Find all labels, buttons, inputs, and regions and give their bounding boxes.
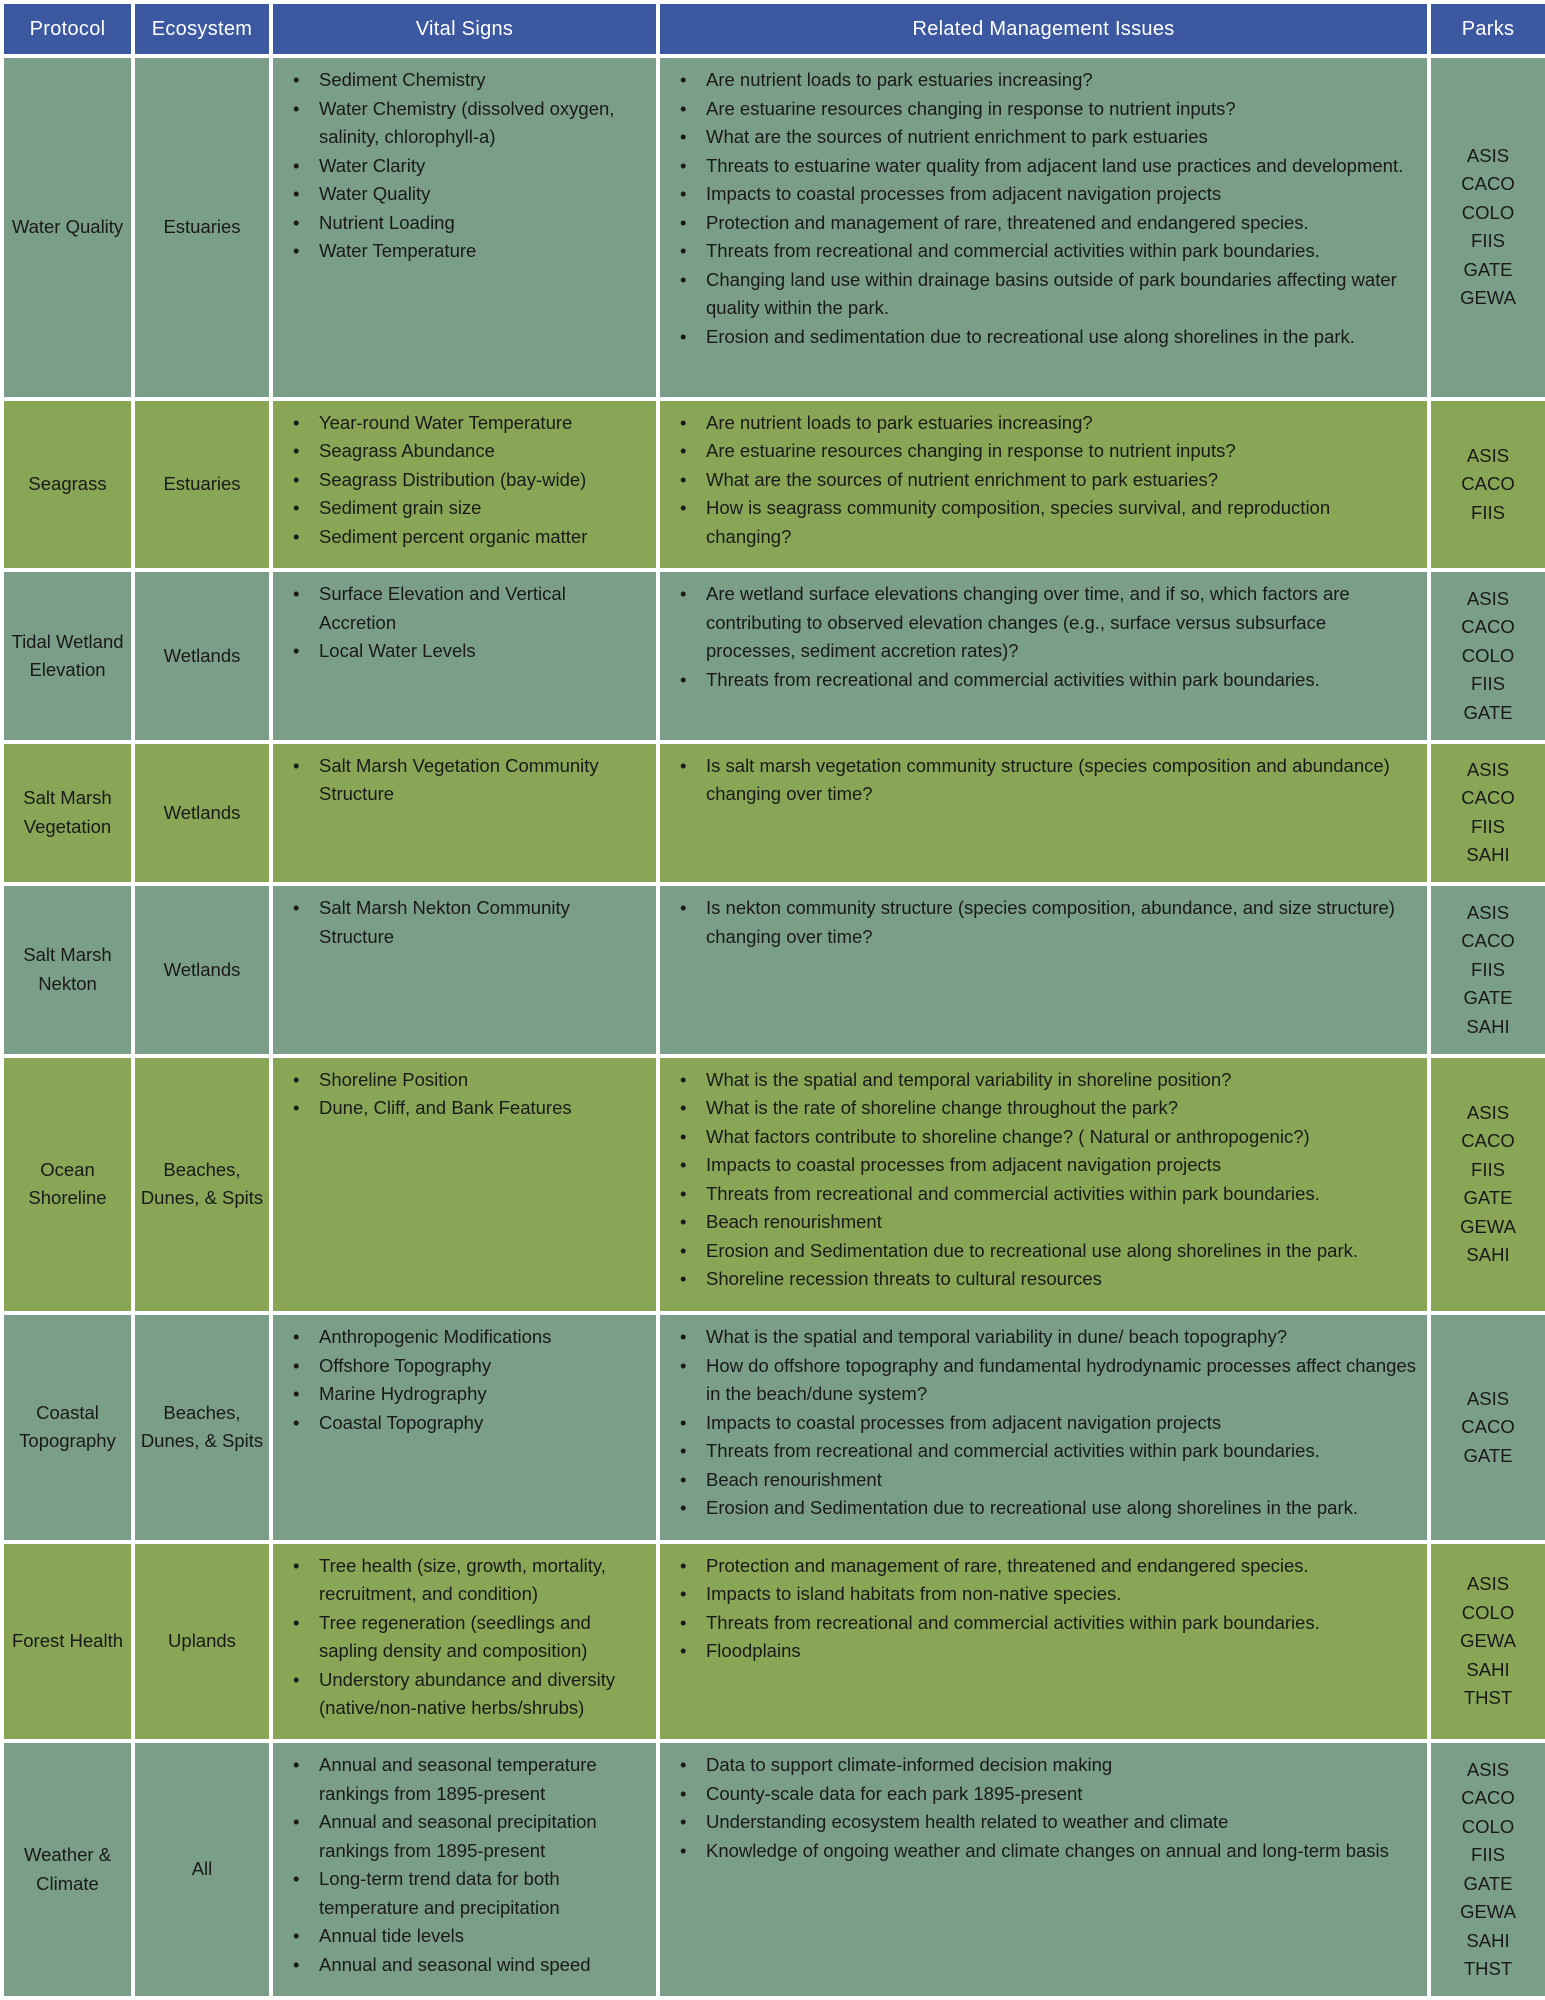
vital-signs-cell (271, 1542, 658, 1742)
parks-cell (1429, 742, 1545, 884)
park-code: COLO (1461, 644, 1515, 666)
protocol-cell: Ocean Shoreline (2, 1056, 133, 1314)
park-code: ASIS (1466, 1101, 1510, 1123)
table-row-tidal-wetland-elevation (2, 570, 1545, 741)
list-item: • Threats to estuarine water quality from adjacent land use practices and development. (706, 152, 1417, 181)
header-ecosystem: Ecosystem (133, 2, 271, 56)
ecosystem-cell: All (133, 1741, 271, 1998)
park-code: ASIS (1466, 1758, 1510, 1780)
list-item: • Is nekton community structure (species composition, abundance, and size structure) changing over time? (706, 894, 1417, 951)
list-item: • Impacts to island habitats from non-native species. (706, 1580, 1417, 1609)
list-item: • Sediment grain size (319, 494, 646, 523)
bullet-list (674, 1751, 1417, 1865)
park-code: GEWA (1460, 1215, 1516, 1237)
list-item: • Shoreline Position (319, 1066, 646, 1095)
bullet-list (287, 66, 646, 266)
bullet-list (674, 409, 1417, 552)
list-item: • Erosion and Sedimentation due to recreational use along shorelines in the park. (706, 1237, 1417, 1266)
park-code: COLO (1461, 1601, 1515, 1623)
list-item: • Are estuarine resources changing in response to nutrient inputs? (706, 437, 1417, 466)
ecosystem-cell: Beaches, Dunes, & Spits (133, 1056, 271, 1314)
park-code: GATE (1463, 1872, 1513, 1894)
park-code: GATE (1463, 258, 1513, 280)
list-item: • Are estuarine resources changing in response to nutrient inputs? (706, 95, 1417, 124)
park-code: SAHI (1466, 1244, 1510, 1266)
park-code: GEWA (1460, 287, 1516, 309)
park-code: CACO (1461, 930, 1515, 952)
list-item: • Seagrass Abundance (319, 437, 646, 466)
table-row-salt-marsh-nekton (2, 884, 1545, 1055)
list-item: • Coastal Topography (319, 1409, 646, 1438)
parks-cell (1429, 56, 1545, 399)
park-code: GATE (1463, 701, 1513, 723)
management-issues-cell (658, 1056, 1429, 1314)
list-item: • Floodplains (706, 1637, 1417, 1666)
protocol-cell: Salt Marsh Nekton (2, 884, 133, 1055)
list-item: • Beach renourishment (706, 1208, 1417, 1237)
ecosystem-cell: Wetlands (133, 884, 271, 1055)
bullet-list (674, 752, 1417, 809)
list-item: • Threats from recreational and commercial activities within park boundaries. (706, 1609, 1417, 1638)
park-code: SAHI (1466, 1929, 1510, 1951)
bullet-list (287, 409, 646, 552)
park-code: CACO (1461, 1130, 1515, 1152)
parks-cell (1429, 1741, 1545, 1998)
park-code: ASIS (1466, 901, 1510, 923)
ecosystem-cell: Estuaries (133, 399, 271, 570)
park-code: ASIS (1466, 587, 1510, 609)
management-issues-cell (658, 884, 1429, 1055)
vital-signs-cell (271, 570, 658, 741)
management-issues-cell (658, 570, 1429, 741)
protocol-cell: Coastal Topography (2, 1313, 133, 1542)
list-item: • Sediment percent organic matter (319, 523, 646, 552)
bullet-list (674, 894, 1417, 951)
park-code: COLO (1461, 1815, 1515, 1837)
list-item: • Understory abundance and diversity (native/non-native herbs/shrubs) (319, 1666, 646, 1723)
list-item: • Impacts to coastal processes from adjacent navigation projects (706, 180, 1417, 209)
list-item: • What is the rate of shoreline change throughout the park? (706, 1094, 1417, 1123)
bullet-list (674, 580, 1417, 694)
list-item: • Annual and seasonal precipitation rankings from 1895-present (319, 1808, 646, 1865)
park-code: ASIS (1466, 758, 1510, 780)
park-code: CACO (1461, 1416, 1515, 1438)
park-code: CACO (1461, 473, 1515, 495)
list-item: • Nutrient Loading (319, 209, 646, 238)
park-code: ASIS (1466, 444, 1510, 466)
list-item: • Threats from recreational and commercial activities within park boundaries. (706, 1180, 1417, 1209)
list-item: • Local Water Levels (319, 637, 646, 666)
management-issues-cell (658, 399, 1429, 570)
park-code: GATE (1463, 1187, 1513, 1209)
management-issues-cell (658, 1741, 1429, 1998)
park-code: GATE (1463, 1444, 1513, 1466)
park-code: FIIS (1471, 1158, 1505, 1180)
bullet-list (287, 580, 646, 666)
list-item: • Knowledge of ongoing weather and climate changes on annual and long-term basis (706, 1837, 1417, 1866)
vital-signs-cell (271, 1313, 658, 1542)
header-row (2, 2, 1545, 56)
ecosystem-cell: Beaches, Dunes, & Spits (133, 1313, 271, 1542)
list-item: • Tree regeneration (seedlings and sapling density and composition) (319, 1609, 646, 1666)
list-item: • What are the sources of nutrient enrichment to park estuaries? (706, 466, 1417, 495)
ecosystem-cell: Wetlands (133, 742, 271, 884)
list-item: • Salt Marsh Nekton Community Structure (319, 894, 646, 951)
parks-cell (1429, 399, 1545, 570)
header-protocol: Protocol (2, 2, 133, 56)
list-item: • Threats from recreational and commercial activities within park boundaries. (706, 237, 1417, 266)
park-code: CACO (1461, 787, 1515, 809)
table-row-coastal-topography (2, 1313, 1545, 1542)
park-code: FIIS (1471, 230, 1505, 252)
bullet-list (287, 1323, 646, 1437)
park-code: FIIS (1471, 815, 1505, 837)
vital-signs-cell (271, 1741, 658, 1998)
list-item: • Are nutrient loads to park estuaries increasing? (706, 409, 1417, 438)
park-code: THST (1463, 1958, 1513, 1980)
park-code: FIIS (1471, 501, 1505, 523)
header-parks: Parks (1429, 2, 1545, 56)
protocol-cell: Forest Health (2, 1542, 133, 1742)
park-code: GATE (1463, 987, 1513, 1009)
park-code: FIIS (1471, 1844, 1505, 1866)
management-issues-cell (658, 1542, 1429, 1742)
park-code: FIIS (1471, 958, 1505, 980)
list-item: • Water Temperature (319, 237, 646, 266)
list-item: • Salt Marsh Vegetation Community Structure (319, 752, 646, 809)
table-row-seagrass (2, 399, 1545, 570)
park-code: SAHI (1466, 844, 1510, 866)
park-code: ASIS (1466, 1387, 1510, 1409)
park-code: ASIS (1466, 1573, 1510, 1595)
bullet-list (287, 894, 646, 951)
protocol-cell: Tidal Wetland Elevation (2, 570, 133, 741)
park-code: CACO (1461, 173, 1515, 195)
list-item: • Protection and management of rare, threatened and endangered species. (706, 1552, 1417, 1581)
list-item: • Tree health (size, growth, mortality, recruitment, and condition) (319, 1552, 646, 1609)
bullet-list (674, 66, 1417, 351)
list-item: • Annual and seasonal temperature rankings from 1895-present (319, 1751, 646, 1808)
list-item: • What are the sources of nutrient enrichment to park estuaries (706, 123, 1417, 152)
list-item: • What is the spatial and temporal variability in dune/ beach topography? (706, 1323, 1417, 1352)
protocol-cell: Seagrass (2, 399, 133, 570)
park-code: COLO (1461, 201, 1515, 223)
table-row-weather-and-climate (2, 1741, 1545, 1998)
management-issues-cell (658, 56, 1429, 399)
list-item: • Seagrass Distribution (bay-wide) (319, 466, 646, 495)
list-item: • Water Clarity (319, 152, 646, 181)
bullet-list (674, 1323, 1417, 1523)
bullet-list (674, 1066, 1417, 1294)
list-item: • Erosion and Sedimentation due to recreational use along shorelines in the park. (706, 1494, 1417, 1523)
list-item: • Are nutrient loads to park estuaries increasing? (706, 66, 1417, 95)
header-management-issues: Related Management Issues (658, 2, 1429, 56)
park-code: ASIS (1466, 144, 1510, 166)
list-item: • Water Quality (319, 180, 646, 209)
list-item: • Marine Hydrography (319, 1380, 646, 1409)
bullet-list (674, 1552, 1417, 1666)
list-item: • Understanding ecosystem health related to weather and climate (706, 1808, 1417, 1837)
list-item: • Impacts to coastal processes from adjacent navigation projects (706, 1151, 1417, 1180)
list-item: • Erosion and sedimentation due to recreational use along shorelines in the park. (706, 323, 1417, 352)
list-item: • Are wetland surface elevations changing over time, and if so, which factors are contributing to observed elevation changes (e.g., surface versus subsurface processes, sediment accretion rates)? (706, 580, 1417, 666)
list-item: • Annual and seasonal wind speed (319, 1951, 646, 1980)
bullet-list (287, 1066, 646, 1123)
park-code: GEWA (1460, 1630, 1516, 1652)
list-item: • Surface Elevation and Vertical Accretion (319, 580, 646, 637)
park-code: CACO (1461, 616, 1515, 638)
parks-cell (1429, 1542, 1545, 1742)
list-item: • Data to support climate-informed decision making (706, 1751, 1417, 1780)
vital-signs-cell (271, 884, 658, 1055)
ecosystem-cell: Uplands (133, 1542, 271, 1742)
list-item: • How do offshore topography and fundamental hydrodynamic processes affect changes in the beach/dune system? (706, 1352, 1417, 1409)
protocol-cell: Water Quality (2, 56, 133, 399)
bullet-list (287, 1552, 646, 1723)
parks-cell (1429, 1056, 1545, 1314)
table-row-forest-health (2, 1542, 1545, 1742)
list-item: • Sediment Chemistry (319, 66, 646, 95)
park-code: SAHI (1466, 1658, 1510, 1680)
management-issues-cell (658, 1313, 1429, 1542)
list-item: • Long-term trend data for both temperature and precipitation (319, 1865, 646, 1922)
table-row-water-quality (2, 56, 1545, 399)
list-item: • What factors contribute to shoreline change? ( Natural or anthropogenic?) (706, 1123, 1417, 1152)
list-item: • Annual tide levels (319, 1922, 646, 1951)
park-code: THST (1463, 1687, 1513, 1709)
table-row-ocean-shoreline (2, 1056, 1545, 1314)
table-row-salt-marsh-vegetation (2, 742, 1545, 884)
bullet-list (287, 1751, 646, 1979)
vital-signs-cell (271, 399, 658, 570)
parks-cell (1429, 1313, 1545, 1542)
list-item: • Anthropogenic Modifications (319, 1323, 646, 1352)
list-item: • What is the spatial and temporal variability in shoreline position? (706, 1066, 1417, 1095)
park-code: FIIS (1471, 673, 1505, 695)
list-item: • Threats from recreational and commercial activities within park boundaries. (706, 1437, 1417, 1466)
parks-cell (1429, 570, 1545, 741)
list-item: • Water Chemistry (dissolved oxygen, salinity, chlorophyll-a) (319, 95, 646, 152)
vital-signs-cell (271, 742, 658, 884)
list-item: • Threats from recreational and commercial activities within park boundaries. (706, 666, 1417, 695)
ecosystem-cell: Estuaries (133, 56, 271, 399)
list-item: • Shoreline recession threats to cultural resources (706, 1265, 1417, 1294)
list-item: • Beach renourishment (706, 1466, 1417, 1495)
bullet-list (287, 752, 646, 809)
list-item: • Is salt marsh vegetation community structure (species composition and abundance) changing over time? (706, 752, 1417, 809)
list-item: • How is seagrass community composition, species survival, and reproduction changing? (706, 494, 1417, 551)
park-code: CACO (1461, 1787, 1515, 1809)
ecosystem-cell: Wetlands (133, 570, 271, 741)
management-issues-cell (658, 742, 1429, 884)
list-item: • Changing land use within drainage basins outside of park boundaries affecting water quality within the park. (706, 266, 1417, 323)
parks-cell (1429, 884, 1545, 1055)
list-item: • Dune, Cliff, and Bank Features (319, 1094, 646, 1123)
park-code: SAHI (1466, 1015, 1510, 1037)
vital-signs-cell (271, 56, 658, 399)
park-code: GEWA (1460, 1901, 1516, 1923)
list-item: • Year-round Water Temperature (319, 409, 646, 438)
protocol-cell: Weather & Climate (2, 1741, 133, 1998)
list-item: • Protection and management of rare, threatened and endangered species. (706, 209, 1417, 238)
list-item: • Impacts to coastal processes from adjacent navigation projects (706, 1409, 1417, 1438)
header-vital-signs: Vital Signs (271, 2, 658, 56)
list-item: • County-scale data for each park 1895-present (706, 1780, 1417, 1809)
vital-signs-cell (271, 1056, 658, 1314)
list-item: • Offshore Topography (319, 1352, 646, 1381)
protocol-cell: Salt Marsh Vegetation (2, 742, 133, 884)
